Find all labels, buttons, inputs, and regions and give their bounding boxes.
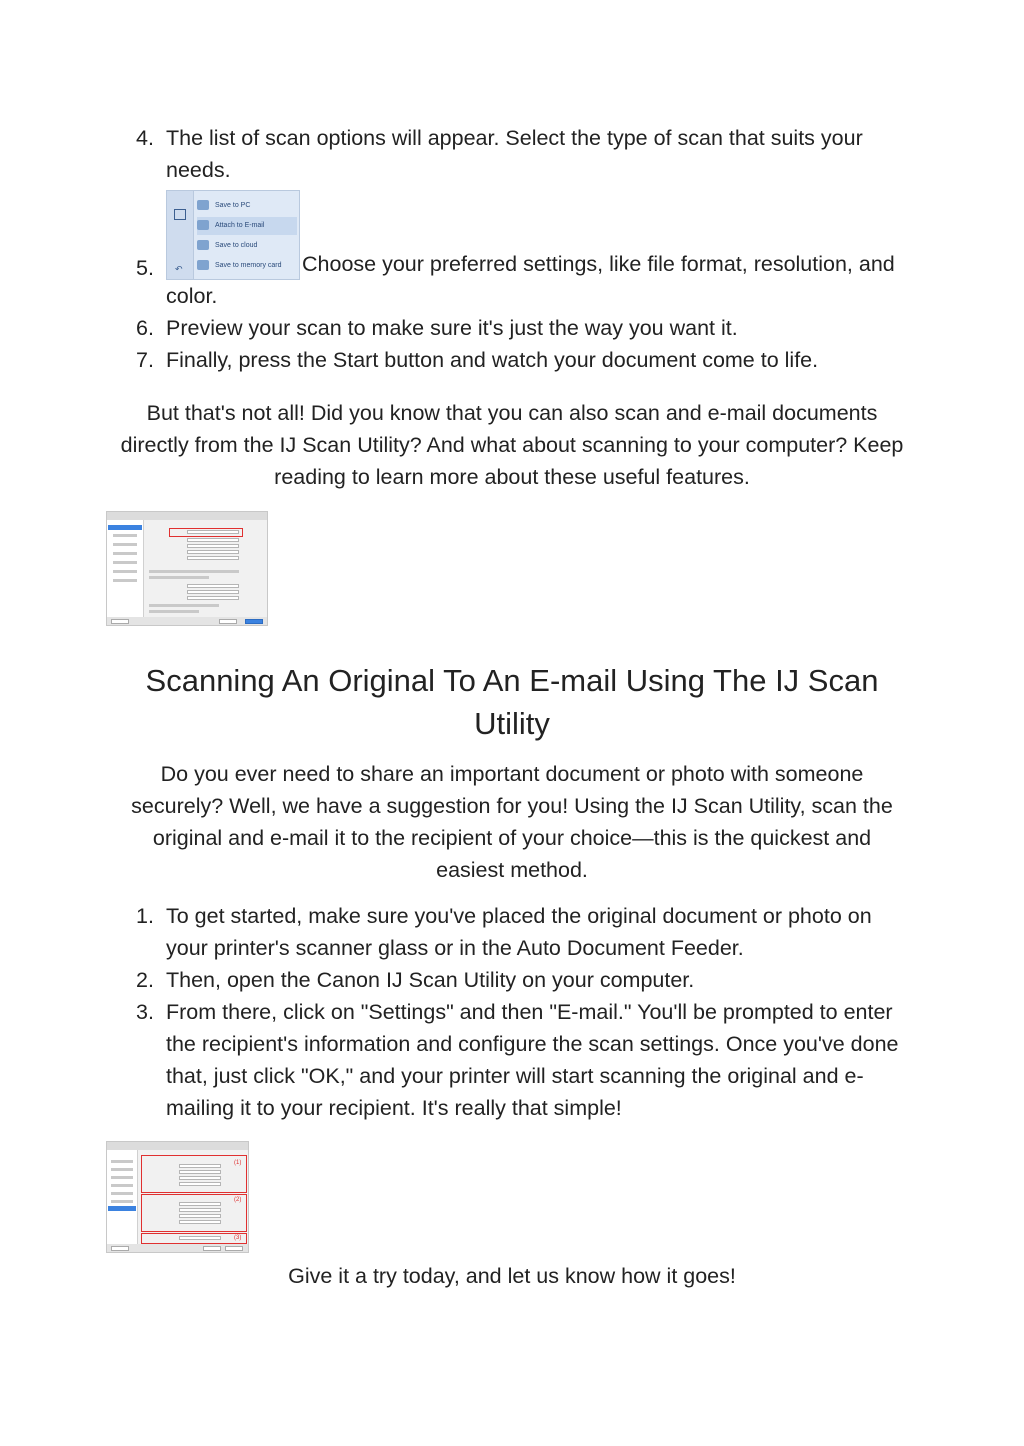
email-settings-dialog-image — [106, 1141, 249, 1253]
list-item — [130, 344, 910, 376]
highlight-box-2 — [141, 1194, 247, 1232]
label-2: (2) — [234, 1197, 242, 1203]
list-number: 3. — [136, 1000, 154, 1024]
title-bar — [107, 512, 267, 520]
defaults-button — [203, 1246, 221, 1251]
label-1: (1) — [234, 1160, 242, 1166]
scan-options-menu — [166, 190, 300, 280]
mail-icon — [197, 220, 209, 230]
highlight-box-1 — [141, 1155, 247, 1193]
ok-button — [245, 619, 263, 624]
closing-line: Give it a try today, and let us know how it goes! — [288, 1264, 736, 1288]
instructions-button — [111, 1246, 129, 1251]
list-item — [130, 964, 910, 996]
pc-icon — [197, 200, 209, 210]
menu-option: Save to cloud — [197, 237, 297, 255]
menu-option: Save to memory card — [197, 257, 297, 275]
home-icon — [174, 209, 186, 220]
intro-paragraph: But that's not all! Did you know that you can also scan and e-mail documents directly from the IJ Scan Utility? And what about scanning to your computer? Keep reading to learn more about these useful features. — [120, 401, 904, 489]
defaults-button — [219, 619, 237, 624]
memory-card-icon — [197, 260, 209, 270]
section-heading: Scanning An Original To An E-mail Using The IJ Scan Utility — [145, 663, 879, 741]
menu-sidebar — [167, 191, 194, 279]
scan-settings-dialog-image — [106, 511, 268, 626]
menu-option: Attach to E-mail — [197, 217, 297, 235]
list-number: 5. — [136, 256, 154, 280]
list-item — [130, 996, 910, 1124]
list-text: Then, open the Canon IJ Scan Utility on your computer. — [166, 968, 695, 992]
list-number: 7. — [136, 348, 154, 372]
list-number: 4. — [136, 126, 154, 150]
steps-list-b — [130, 900, 910, 1124]
dialog-sidebar — [107, 1150, 138, 1244]
list-item — [130, 900, 910, 964]
list-item — [130, 190, 910, 312]
email-paragraph: Do you ever need to share an important document or photo with someone securely? Well, we have a suggestion for you! Using the IJ Scan Utility, scan the original and e-mail it to the recipient of your choice—this is the quickest and easiest method. — [131, 762, 893, 882]
label-3: (3) — [234, 1235, 242, 1241]
list-item — [130, 122, 910, 186]
list-text: Choose your preferred settings, like file format, resolution, and color. — [166, 252, 895, 308]
list-text: To get started, make sure you've placed the original document or photo on your printer's scanner glass or in the Auto Document Feeder. — [166, 904, 872, 960]
list-number: 2. — [136, 968, 154, 992]
list-number: 1. — [136, 904, 154, 928]
list-text: The list of scan options will appear. Select the type of scan that suits your needs. — [166, 126, 863, 182]
menu-option: Save to PC — [197, 197, 297, 215]
list-text: Preview your scan to make sure it's just the way you want it. — [166, 316, 738, 340]
back-icon: ↶ — [175, 264, 183, 274]
title-bar — [107, 1142, 248, 1150]
list-item — [130, 312, 910, 344]
scan-options-menu-image — [166, 190, 302, 280]
instructions-button — [111, 619, 129, 624]
sidebar-selection — [108, 525, 142, 530]
ok-button — [225, 1246, 243, 1251]
list-number: 6. — [136, 316, 154, 340]
list-text: Finally, press the Start button and watch your document come to life. — [166, 348, 819, 372]
sidebar-selection — [108, 1206, 136, 1211]
cloud-icon — [197, 240, 209, 250]
steps-list-a — [130, 122, 910, 376]
list-text: From there, click on "Settings" and then "E-mail." You'll be prompted to enter the recipient's information and configure the scan settings. Once you've done that, just click "OK," and your printer will start scanning the original and e-mailing it to your recipient. It's really that simple! — [166, 1000, 899, 1120]
dialog-footer — [107, 617, 267, 625]
